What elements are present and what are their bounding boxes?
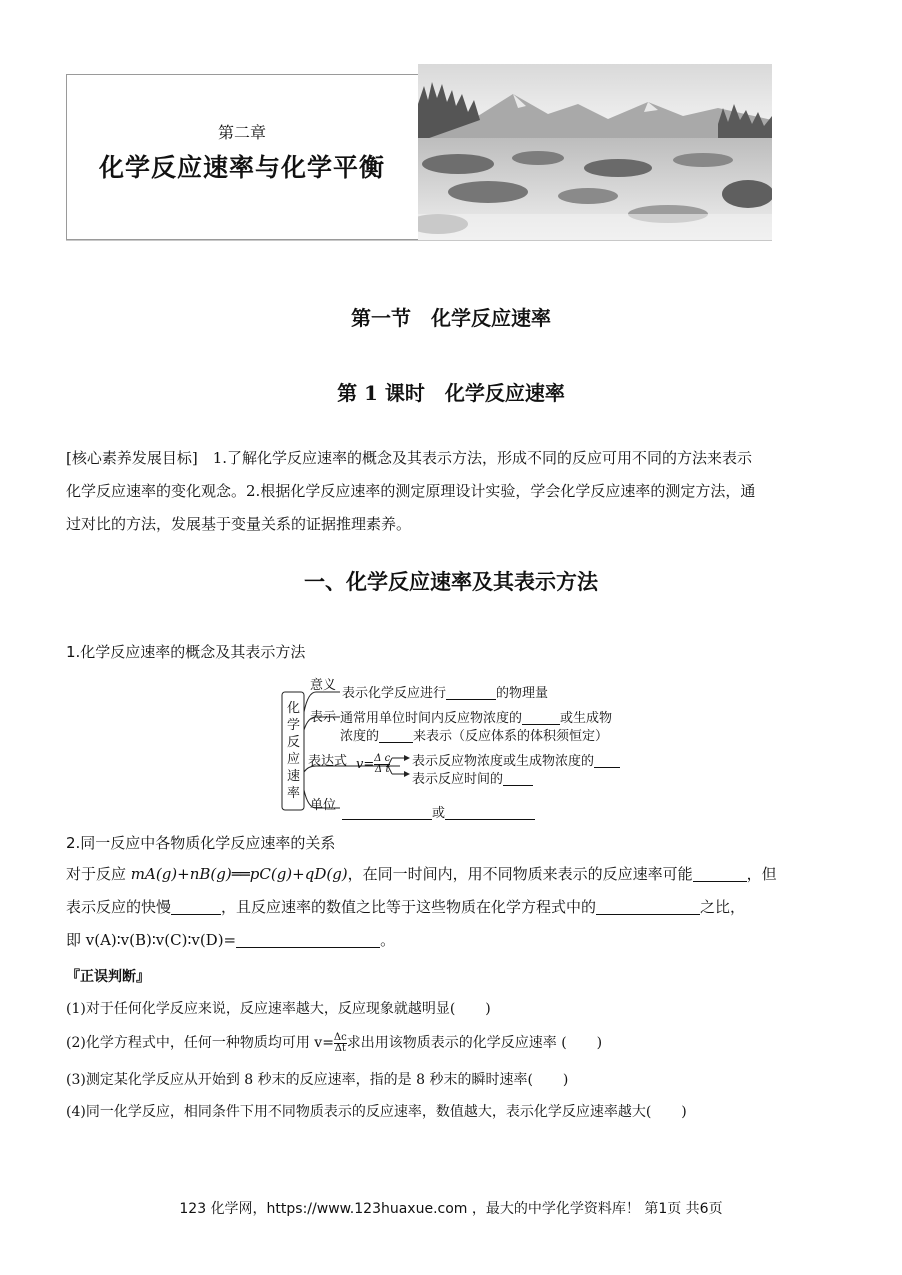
formula-label: 表达式 — [308, 754, 348, 769]
heading-1: 一、化学反应速率及其表示方法 — [304, 569, 598, 594]
subheading-2: 2.同一反应中各物质化学反应速率的关系 — [66, 834, 336, 852]
express-line-1: 通常用单位时间内反应物浓度的 或生成物 — [340, 711, 613, 726]
formula-bottom-text: 表示反应时间的 — [412, 768, 533, 787]
relation-line-1: 对于反应 mA(g)+nB(g)══pC(g)+qD(g)，在同一时间内，用不同物质来表示的反应速率可能 ，但 — [66, 865, 777, 883]
goals-tag: [核心素养发展目标] — [66, 449, 198, 467]
express-label: 表示 — [310, 710, 337, 725]
express-line-2: 浓度的 来表示（反应体系的体积须恒定） — [340, 729, 609, 744]
relation-paragraph — [66, 858, 836, 957]
landscape-photo — [418, 64, 772, 240]
unit-label: 单位 — [310, 798, 337, 813]
lesson-title: 第 1 课时 化学反应速率 — [337, 381, 565, 405]
goals-text-3: 过对比的方法，发展基于变量关系的证据推理素养。 — [66, 515, 412, 533]
judge-item-1: (1)对于任何化学反应来说，反应速率越大，反应现象就越明显( ) — [66, 1001, 491, 1017]
meaning-text: 表示化学反应进行 的物理量 — [342, 686, 549, 701]
concept-diagram — [280, 672, 640, 822]
core-goals — [66, 442, 836, 541]
judge-item-3: (3)测定某化学反应从开始到 8 秒末的反应速率，指的是 8 秒末的瞬时速率( ) — [66, 1072, 569, 1088]
formula: v= $\frac{\text{Δ c}}{\text{Δ t}}$ — [356, 753, 391, 775]
meaning-label: 意义 — [310, 678, 337, 693]
judge-item-2: (2)化学方程式中，任何一种物质均可用 v= $\frac{\Delta c}{\Delta t}$ 求出用该物质表示的化学反应速率 ( ) — [66, 1031, 603, 1054]
chapter-title: 化学反应速率与化学平衡 — [98, 153, 385, 182]
goals-text-2: 化学反应速率的变化观念。2.根据化学反应速率的测定原理设计实验，学会化学反应速率的测定方法，通 — [66, 482, 756, 500]
unit-text: 或 — [342, 802, 535, 821]
page-footer: 123 化学网，https://www.123huaxue.com ，最大的中学化学资料库！ 第1页 共6页 — [179, 1201, 723, 1217]
judge-heading: 『正误判断』 — [66, 969, 150, 985]
subheading-1: 1.化学反应速率的概念及其表示方法 — [66, 643, 306, 661]
judge-item-4: (4)同一化学反应，相同条件下用不同物质表示的反应速率，数值越大，表示化学反应速率越大( ) — [66, 1104, 687, 1120]
chapter-label: 第二章 — [217, 123, 266, 142]
goals-text-1: 1.了解化学反应速率的概念及其表示方法，形成不同的反应可用不同的方法来表示 — [197, 449, 753, 467]
banner-divider — [66, 240, 772, 241]
formula-top-text: 表示反应物浓度或生成物浓度的 — [412, 750, 620, 769]
relation-line-2: 表示反应的快慢 ，且反应速率的数值之比等于这些物质在化学方程式中的 之比， — [66, 898, 746, 916]
diagram-center-label: 化 学 反 应 速 率 — [287, 701, 301, 801]
section-title: 第一节 化学反应速率 — [351, 306, 551, 330]
relation-line-3: 即 v(A)∶v(B)∶v(C)∶v(D)= 。 — [66, 931, 396, 949]
